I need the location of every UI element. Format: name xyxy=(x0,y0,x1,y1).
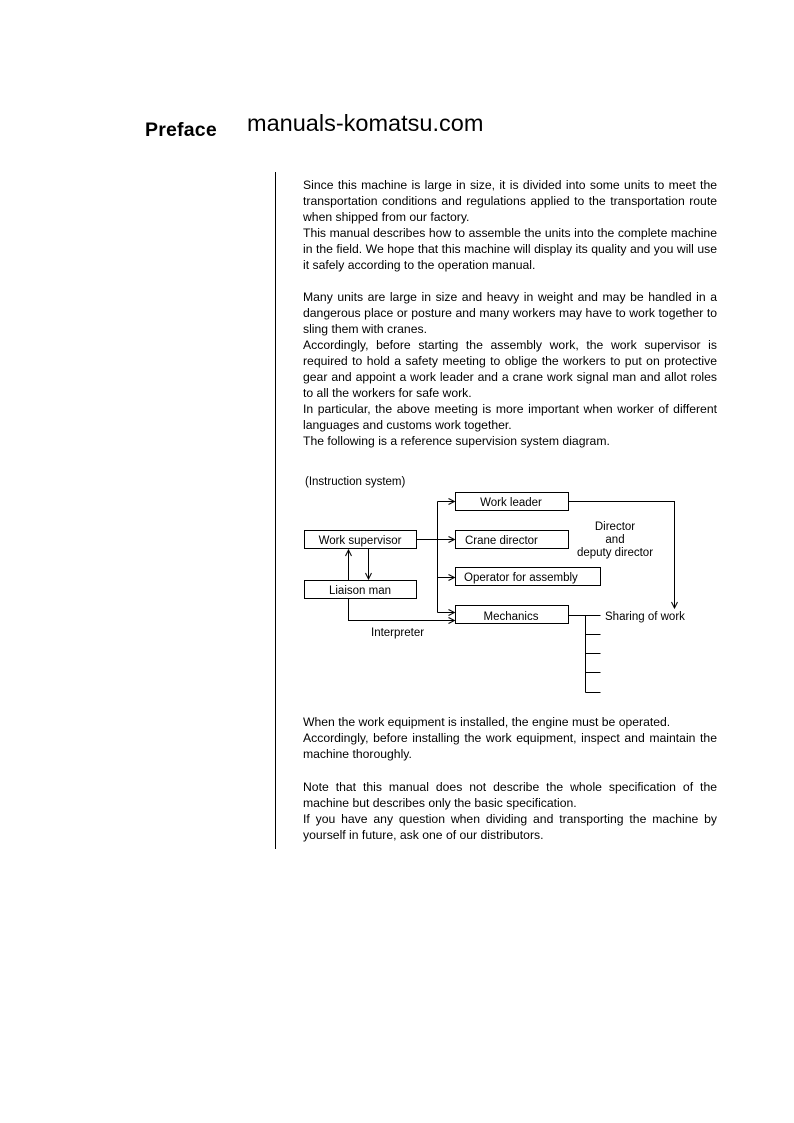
crane-director-label: Crane director xyxy=(465,535,538,547)
director-label-line3: deputy director xyxy=(576,547,654,559)
liaison-man-box xyxy=(305,581,417,599)
crane-director-box xyxy=(456,531,569,549)
margin-rule xyxy=(275,172,276,849)
paragraph: Since this machine is large in size, it is divided into some units to meet the transportation conditions and regulations applied to the transportation route when shipped from our factory. xyxy=(303,178,717,224)
work-supervisor-box xyxy=(305,531,417,549)
operator-box xyxy=(456,568,601,586)
paragraph: In particular, the above meeting is more important when worker of different languages and customs work together. xyxy=(303,402,717,432)
work-supervisor-label: Work supervisor xyxy=(318,535,402,547)
sharing-of-work-label: Sharing of work xyxy=(605,611,685,623)
watermark-text: manuals-komatsu.com xyxy=(247,110,484,136)
work-leader-label: Work leader xyxy=(480,497,542,509)
note-block xyxy=(303,779,717,843)
paragraph: Note that this manual does not describe the whole specification of the machine but describes only the basic specification. xyxy=(303,780,717,810)
paragraph: If you have any question when dividing and transporting the machine by yourself in future, ask one of our distributors. xyxy=(303,812,717,842)
operator-label: Operator for assembly xyxy=(464,572,578,584)
mechanics-label: Mechanics xyxy=(483,611,539,623)
paragraph: The following is a reference supervision system diagram. xyxy=(303,434,610,448)
diagram-caption: (Instruction system) xyxy=(305,476,406,488)
work-leader-box xyxy=(456,493,569,511)
interpreter-label: Interpreter xyxy=(371,627,425,639)
engine-block xyxy=(303,714,717,762)
intro-block xyxy=(303,177,717,273)
paragraph: When the work equipment is installed, the engine must be operated. xyxy=(303,715,671,729)
safety-block xyxy=(303,289,717,449)
paragraph: This manual describes how to assemble the units into the complete machine in the field. We hope that this machine will display its quality and you will use it safely according to the operation manual. xyxy=(303,226,717,272)
paragraph: Accordingly, before starting the assembly work, the work supervisor is required to hold a safety meeting to oblige the workers to put on protective gear and appoint a work leader and a crane work signal man and allot roles to all the workers for safe work. xyxy=(303,338,717,400)
paragraph: Accordingly, before installing the work equipment, inspect and maintain the machine thoroughly. xyxy=(303,731,717,761)
director-label-line1: Director xyxy=(594,521,636,533)
section-title: Preface xyxy=(145,119,217,141)
liaison-man-label: Liaison man xyxy=(328,585,392,597)
paragraph: Many units are large in size and heavy in weight and may be handled in a dangerous place or posture and many workers may have to work together to sling them with cranes. xyxy=(303,290,717,336)
director-label-line2: and xyxy=(605,534,625,546)
mechanics-box xyxy=(456,606,569,624)
